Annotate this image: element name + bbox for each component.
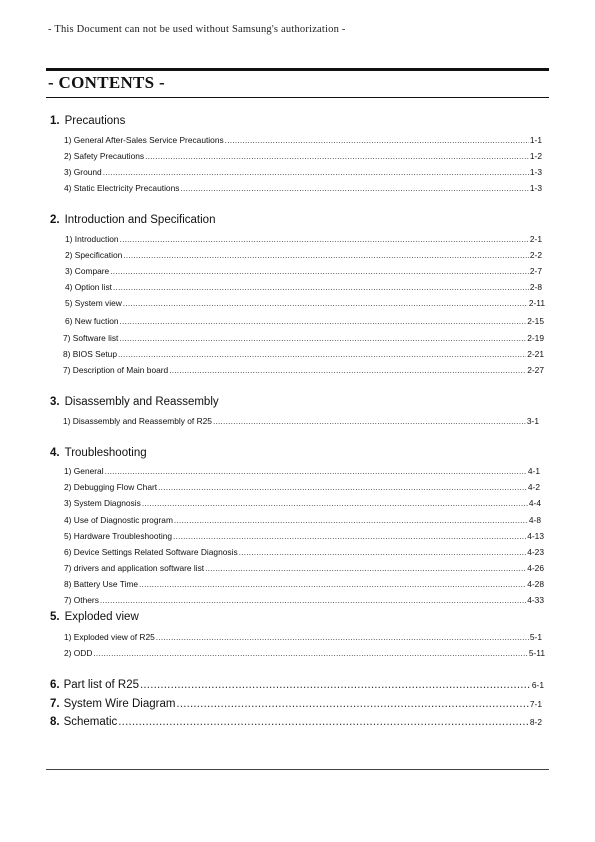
section-heading-introduction xyxy=(50,214,215,226)
section-title: Troubleshooting xyxy=(64,447,147,459)
section-title: Disassembly and Reassembly xyxy=(64,396,219,408)
toc-entry[interactable]: 7) Others ..... 4-33 xyxy=(64,595,544,605)
section-title: Introduction and Specification xyxy=(64,214,216,226)
toc-entry[interactable]: 4) Use of Diagnostic program ..... 4-8 xyxy=(64,515,541,525)
toc-entry[interactable]: 1) General After-Sales Service Precautions ..... 1-1 xyxy=(64,135,542,145)
toc-entry[interactable]: 8) BIOS Setup ..... 2-21 xyxy=(63,349,544,359)
toc-entry[interactable]: 7) Description of Main board ..... 2-27 xyxy=(63,365,544,375)
title-rule xyxy=(46,97,549,98)
toc-entry[interactable]: 1) Introduction ..... 2-1 xyxy=(65,234,542,244)
section-number: 1. xyxy=(50,115,60,127)
section-heading-exploded-view xyxy=(50,611,139,623)
toc-entry[interactable]: 2) Specification ..... 2-2 xyxy=(65,250,542,260)
top-rule xyxy=(46,68,549,71)
section-number: 4. xyxy=(50,447,60,459)
toc-entry[interactable]: 6) Device Settings Related Software Diagnosis ..... 4-23 xyxy=(64,547,544,557)
authorization-notice: - This Document can not be used without Samsung's authorization - xyxy=(48,24,346,35)
toc-entry[interactable]: 4) Option list ..... 2-8 xyxy=(65,282,542,292)
toc-entry[interactable]: 2) Safety Precautions ..... 1-2 xyxy=(64,151,542,161)
section-heading-disassembly xyxy=(50,396,219,408)
toc-entry[interactable]: 1) Exploded view of R25 ..... 5-1 xyxy=(64,632,542,642)
toc-entry[interactable]: 3) System Diagnosis ..... 4-4 xyxy=(64,498,541,508)
toc-entry[interactable]: 1) General ..... 4-1 xyxy=(64,466,540,476)
section-number: 5. xyxy=(50,611,60,623)
toc-entry[interactable]: 2) ODD ..... 5-11 xyxy=(64,648,545,658)
toc-entry[interactable]: 7) drivers and application software list ..... 4-26 xyxy=(64,563,544,573)
toc-main-entry-schematic[interactable]: 8. Schematic ..... 8-2 xyxy=(50,716,542,728)
section-title: Precautions xyxy=(64,115,126,127)
toc-entry[interactable]: 4) Static Electricity Precautions ..... 1-3 xyxy=(64,183,542,193)
toc-entry[interactable]: 3) Ground ..... 1-3 xyxy=(64,167,542,177)
bottom-rule xyxy=(46,769,549,770)
section-heading-troubleshooting xyxy=(50,447,147,459)
section-heading-precautions xyxy=(50,115,125,127)
section-number: 2. xyxy=(50,214,60,226)
toc-entry[interactable]: 6) New fuction ..... 2-15 xyxy=(65,316,544,326)
toc-entry[interactable]: 7) Software list ..... 2-19 xyxy=(63,333,544,343)
toc-entry[interactable]: 2) Debugging Flow Chart ..... 4-2 xyxy=(64,482,540,492)
toc-main-entry-wire-diagram[interactable]: 7. System Wire Diagram ..... 7-1 xyxy=(50,698,542,710)
section-number: 3. xyxy=(50,396,60,408)
page-title: - CONTENTS - xyxy=(48,73,165,92)
toc-entry[interactable]: 5) Hardware Troubleshooting ..... 4-13 xyxy=(64,531,544,541)
toc-entry[interactable]: 1) Disassembly and Reassembly of R25 ..... 3-1 xyxy=(63,416,539,426)
toc-entry[interactable]: 8) Battery Use Time ..... 4-28 xyxy=(64,579,544,589)
toc-entry[interactable]: 3) Compare ..... 2-7 xyxy=(65,266,542,276)
toc-main-entry-part-list[interactable]: 6. Part list of R25 ..... 6-1 xyxy=(50,679,544,691)
section-title: Exploded view xyxy=(64,611,139,623)
toc-entry[interactable]: 5) System view ..... 2-11 xyxy=(65,298,545,308)
